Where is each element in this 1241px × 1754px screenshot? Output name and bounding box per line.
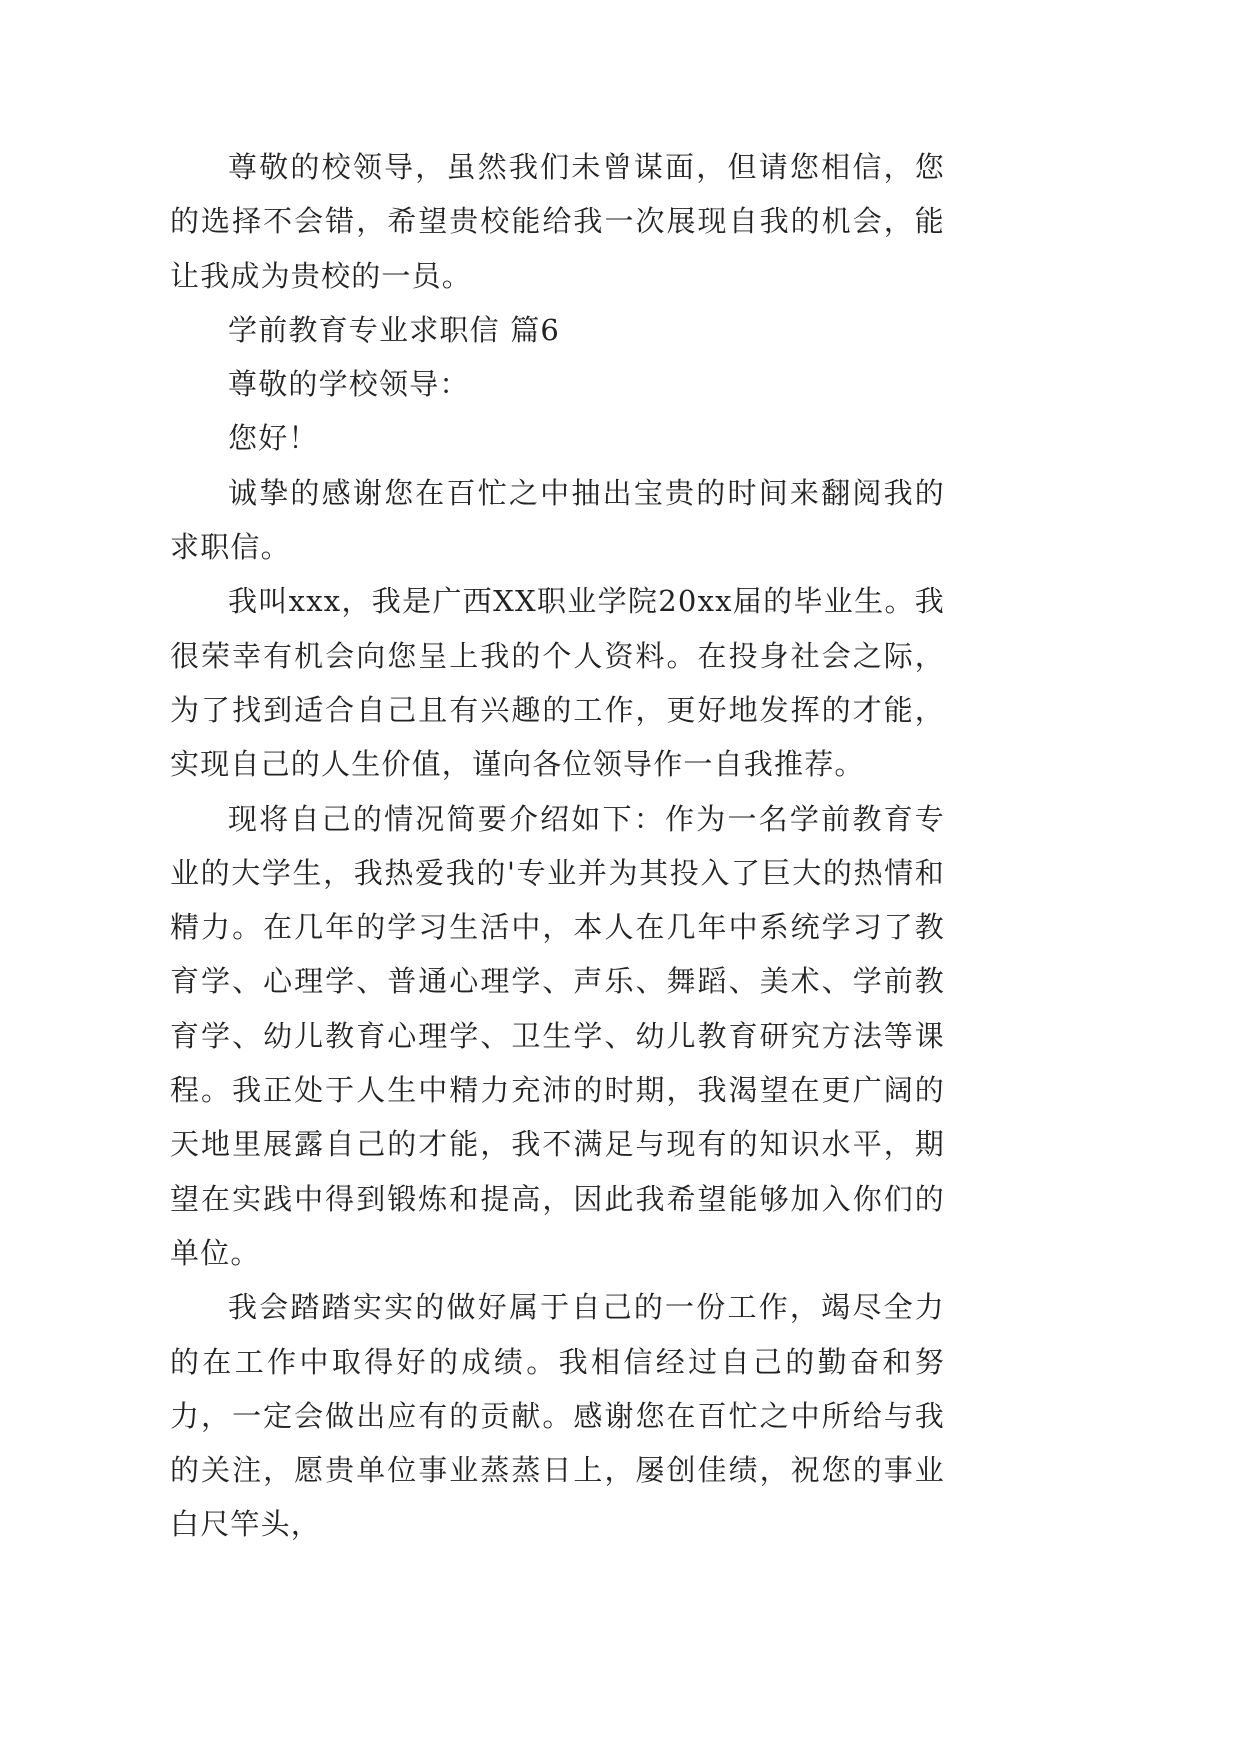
closing-paragraph: 尊敬的校领导，虽然我们未曾谋面，但请您相信，您的选择不会错，希望贵校能给我一次展现自我的机会，能让我成为贵校的一员。 (170, 150, 945, 293)
salutation: 尊敬的学校领导： (228, 367, 470, 402)
commitment-paragraph: 我会踏踏实实的做好属于自己的一份工作，竭尽全力的在工作中取得好的成绩。我相信经过自己的勤奋和努力，一定会做出应有的贡献。感谢您在百忙之中所给与我的关注，愿贵单位事业蒸蒸日上，屡创佳绩，祝您的事业白尺竿头， (170, 1290, 945, 1542)
background-paragraph: 现将自己的情况简要介绍如下：作为一名学前教育专业的大学生，我热爱我的'专业并为其投入了巨大的热情和精力。在几年的学习生活中，本人在几年中系统学习了教育学、心理学、普通心理学、声乐、舞蹈、美术、学前教育学、幼儿教育心理学、卫生学、幼儿教育研究方法等课程。我正处于人生中精力充沛的时期，我渴望在更广阔的天地里展露自己的才能，我不满足与现有的知识水平，期望在实践中得到锻炼和提高，因此我希望能够加入你们的单位。 (170, 801, 945, 1270)
greeting: 您好！ (228, 421, 319, 456)
introduction-paragraph: 我叫xxx，我是广西XX职业学院20xx届的毕业生。我很荣幸有机会向您呈上我的个人资料。在投身社会之际，为了找到适合自己且有兴趣的工作，更好地发挥的才能，实现自己的人生价值，谨向各位领导作一自我推荐。 (170, 584, 945, 782)
section-heading: 学前教育专业求职信 篇6 (228, 312, 561, 347)
letter-body (170, 140, 945, 1552)
thanks-paragraph: 诚挚的感谢您在百忙之中抽出宝贵的时间来翻阅我的求职信。 (170, 475, 945, 565)
